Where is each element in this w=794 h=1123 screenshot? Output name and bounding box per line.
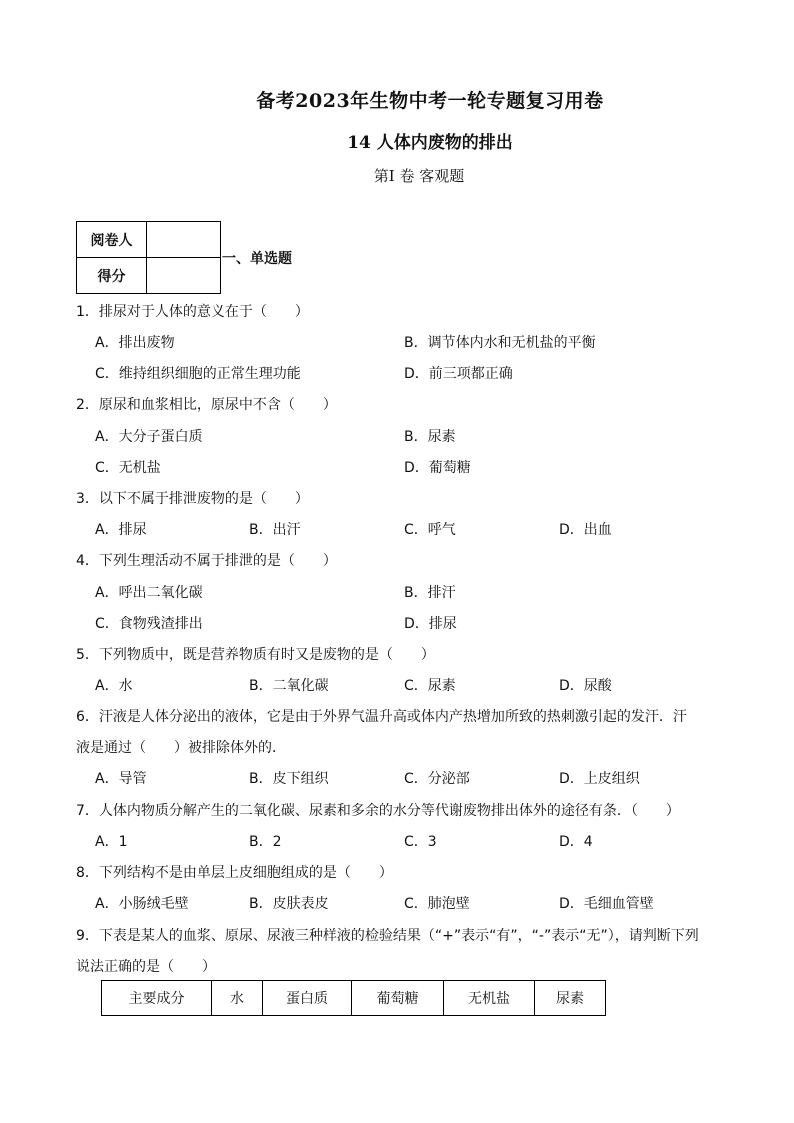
document-subtitle: 14 人体内废物的排出 bbox=[347, 133, 513, 153]
score-cell[interactable] bbox=[147, 258, 221, 294]
option-c: C．无机盐 bbox=[95, 460, 161, 476]
option-a: A．大分子蛋白质 bbox=[95, 429, 203, 445]
option-a: A．小肠绒毛壁 bbox=[95, 896, 189, 912]
option-c: C．分泌部 bbox=[404, 771, 470, 787]
column-header: 葡萄糖 bbox=[352, 981, 444, 1016]
option-a: A．水 bbox=[95, 678, 133, 694]
column-header: 蛋白质 bbox=[263, 981, 352, 1016]
question-stem-continued: 液是通过（ ）被排除体外的． bbox=[76, 740, 286, 756]
score-table bbox=[76, 221, 221, 294]
option-a: A．呼出二氧化碳 bbox=[95, 585, 203, 601]
reviewer-label: 阅卷人 bbox=[77, 222, 147, 258]
option-a: A．1 bbox=[95, 834, 128, 850]
column-header: 无机盐 bbox=[444, 981, 535, 1016]
option-b: B．排汗 bbox=[404, 585, 456, 601]
question-stem: 7．人体内物质分解产生的二氧化碳、尿素和多余的水分等代谢废物排出体外的途径有条．（ ） bbox=[76, 803, 680, 819]
question-stem: 3．以下不属于排泄废物的是（ ） bbox=[76, 491, 309, 507]
option-c: C．食物残渣排出 bbox=[95, 616, 203, 632]
option-d: D．排尿 bbox=[404, 616, 457, 632]
question-stem: 2．原尿和血浆相比，原尿中不含（ ） bbox=[76, 397, 337, 413]
option-d: D．毛细血管壁 bbox=[559, 896, 654, 912]
option-b: B．二氧化碳 bbox=[249, 678, 329, 694]
question-stem: 5．下列物质中，既是营养物质有时又是废物的是（ ） bbox=[76, 647, 435, 663]
column-header: 水 bbox=[212, 981, 263, 1016]
option-a: A．导管 bbox=[95, 771, 147, 787]
section-title: 一、单选题 bbox=[222, 251, 292, 267]
option-d: D．前三项都正确 bbox=[404, 366, 513, 382]
option-b: B．调节体内水和无机盐的平衡 bbox=[404, 335, 596, 351]
option-b: B．皮下组织 bbox=[249, 771, 329, 787]
volume-label: 第Ⅰ 卷 客观题 bbox=[373, 167, 465, 185]
column-header: 尿素 bbox=[535, 981, 606, 1016]
score-table-row bbox=[77, 258, 221, 294]
option-b: B．皮肤表皮 bbox=[249, 896, 329, 912]
question-stem: 4．下列生理活动不属于排泄的是（ ） bbox=[76, 553, 337, 569]
option-d: D．4 bbox=[559, 834, 593, 850]
question-stem: 8．下列结构不是由单层上皮细胞组成的是（ ） bbox=[76, 865, 393, 881]
option-d: D．上皮组织 bbox=[559, 771, 640, 787]
option-a: A．排出废物 bbox=[95, 335, 175, 351]
option-d: D．尿酸 bbox=[559, 678, 612, 694]
option-b: B．尿素 bbox=[404, 429, 456, 445]
column-header: 主要成分 bbox=[102, 981, 212, 1016]
option-a: A．排尿 bbox=[95, 522, 147, 538]
option-b: B．2 bbox=[249, 834, 282, 850]
question-stem: 1．排尿对于人体的意义在于（ ） bbox=[76, 304, 309, 320]
option-d: D．葡萄糖 bbox=[404, 460, 471, 476]
option-b: B．出汗 bbox=[249, 522, 301, 538]
option-c: C．尿素 bbox=[404, 678, 456, 694]
option-d: D．出血 bbox=[559, 522, 612, 538]
test-results-table bbox=[101, 980, 606, 1016]
score-label: 得分 bbox=[77, 258, 147, 294]
option-c: C．呼气 bbox=[404, 522, 456, 538]
score-table-row bbox=[77, 222, 221, 258]
question-stem-continued: 说法正确的是（ ） bbox=[76, 959, 216, 975]
option-c: C．维持组织细胞的正常生理功能 bbox=[95, 366, 301, 382]
option-c: C．肺泡壁 bbox=[404, 896, 470, 912]
table-header-row bbox=[102, 981, 606, 1016]
document-title: 备考2023年生物中考一轮专题复习用卷 bbox=[256, 90, 604, 112]
option-c: C．3 bbox=[404, 834, 437, 850]
question-stem: 9．下表是某人的血浆、原尿、尿液三种样液的检验结果（“+”表示“有”，“-”表示“无”），请判断下列 bbox=[76, 928, 699, 944]
reviewer-cell[interactable] bbox=[147, 222, 221, 258]
question-stem: 6．汗液是人体分泌出的液体，它是由于外界气温升高或体内产热增加所致的热刺激引起的发汗．汗 bbox=[76, 709, 687, 725]
